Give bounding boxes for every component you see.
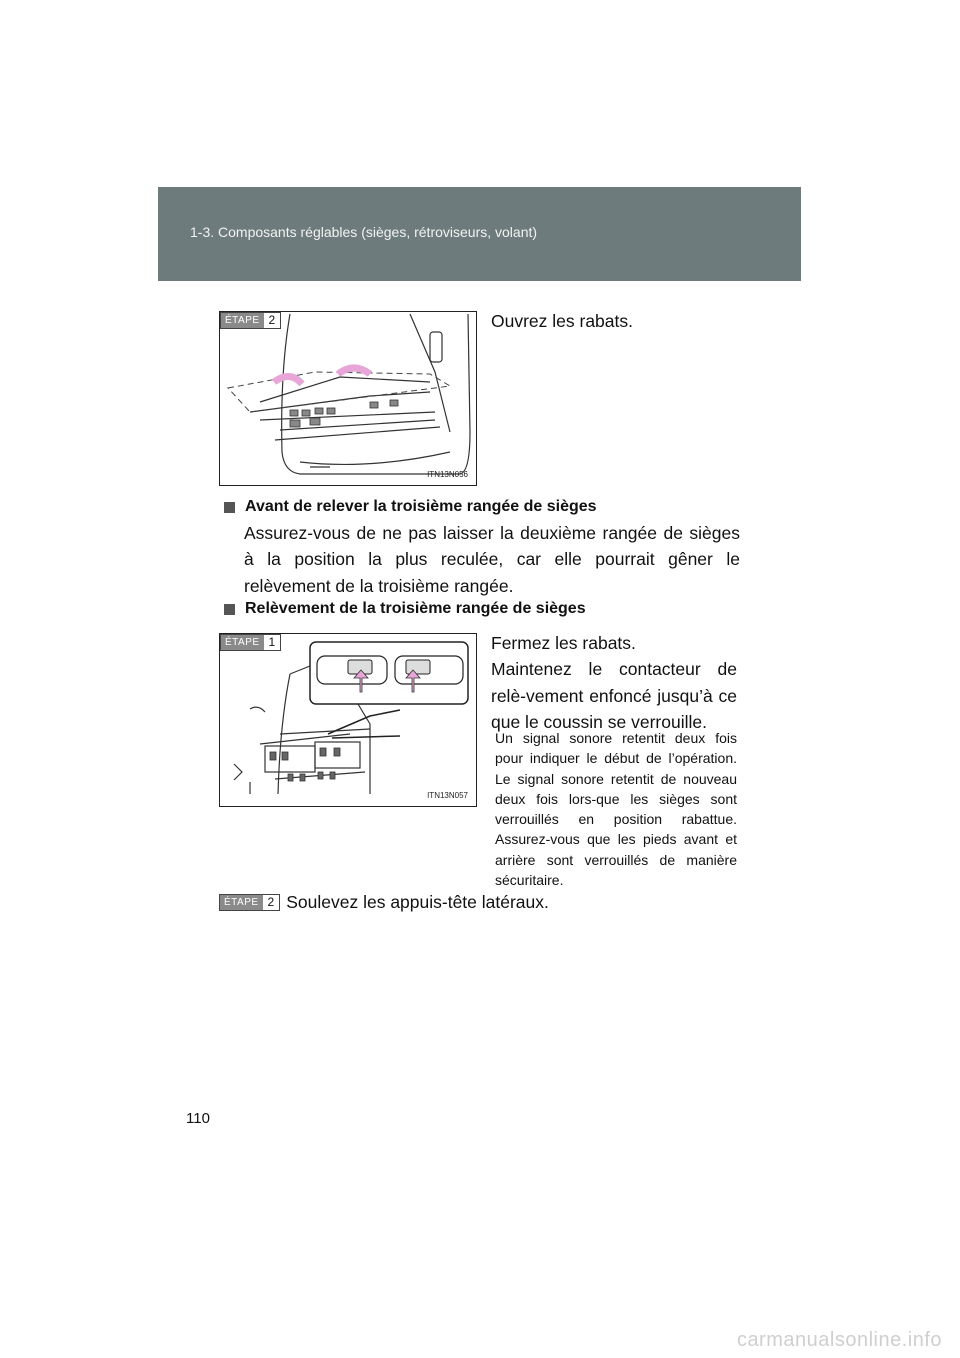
step-badge: ÉTAPE 2 — [219, 894, 280, 911]
step2-row — [219, 892, 549, 913]
bullet-square-icon — [224, 604, 235, 615]
seat-switch-illustration — [220, 634, 476, 806]
section-title: 1-3. Composants réglables (sièges, rétroviseurs, volant) — [190, 224, 538, 240]
section1-heading: Avant de relever la troisième rangée de sièges — [224, 498, 597, 516]
figure-open-flaps — [219, 311, 477, 486]
figure-raise-switch — [219, 633, 477, 807]
step-badge: ÉTAPE 2 — [220, 312, 281, 329]
section-header — [158, 187, 801, 281]
watermark: carmanualsonline.info — [736, 1329, 942, 1351]
section1-body: Assurez-vous de ne pas laisser la deuxième rangée de sièges à la position la plus reculée, car elle pourrait gêner le relèvement de la troisième rangée. — [244, 523, 740, 596]
step-badge: ÉTAPE 1 — [220, 634, 281, 651]
figure-code: ITN13N057 — [427, 791, 468, 800]
cargo-area-illustration — [220, 312, 476, 485]
page-number: 110 — [186, 1110, 210, 1127]
instruction-raise-seat: Fermez les rabats. Maintenez le contacteur de relè-vement enfoncé jusqu’à ce que le coussin se verrouille. — [491, 633, 737, 732]
bullet-square-icon — [224, 502, 235, 513]
instruction-open-flaps: Ouvrez les rabats. — [491, 311, 633, 331]
figure-code: ITN13N056 — [427, 470, 468, 479]
note-sound-signal: Un signal sonore retentit deux fois pour indiquer le début de l’opération. Le signal sonore retentit de nouveau deux fois lors-que les sièges sont verrouillés en position rabattue. Assurez-vous que les pieds avant et arrière sont verrouillés de manière sécuritaire. — [495, 730, 737, 889]
step2-text: Soulevez les appuis-tête latéraux. — [286, 892, 549, 912]
section2-heading: Relèvement de la troisième rangée de sièges — [224, 600, 586, 618]
